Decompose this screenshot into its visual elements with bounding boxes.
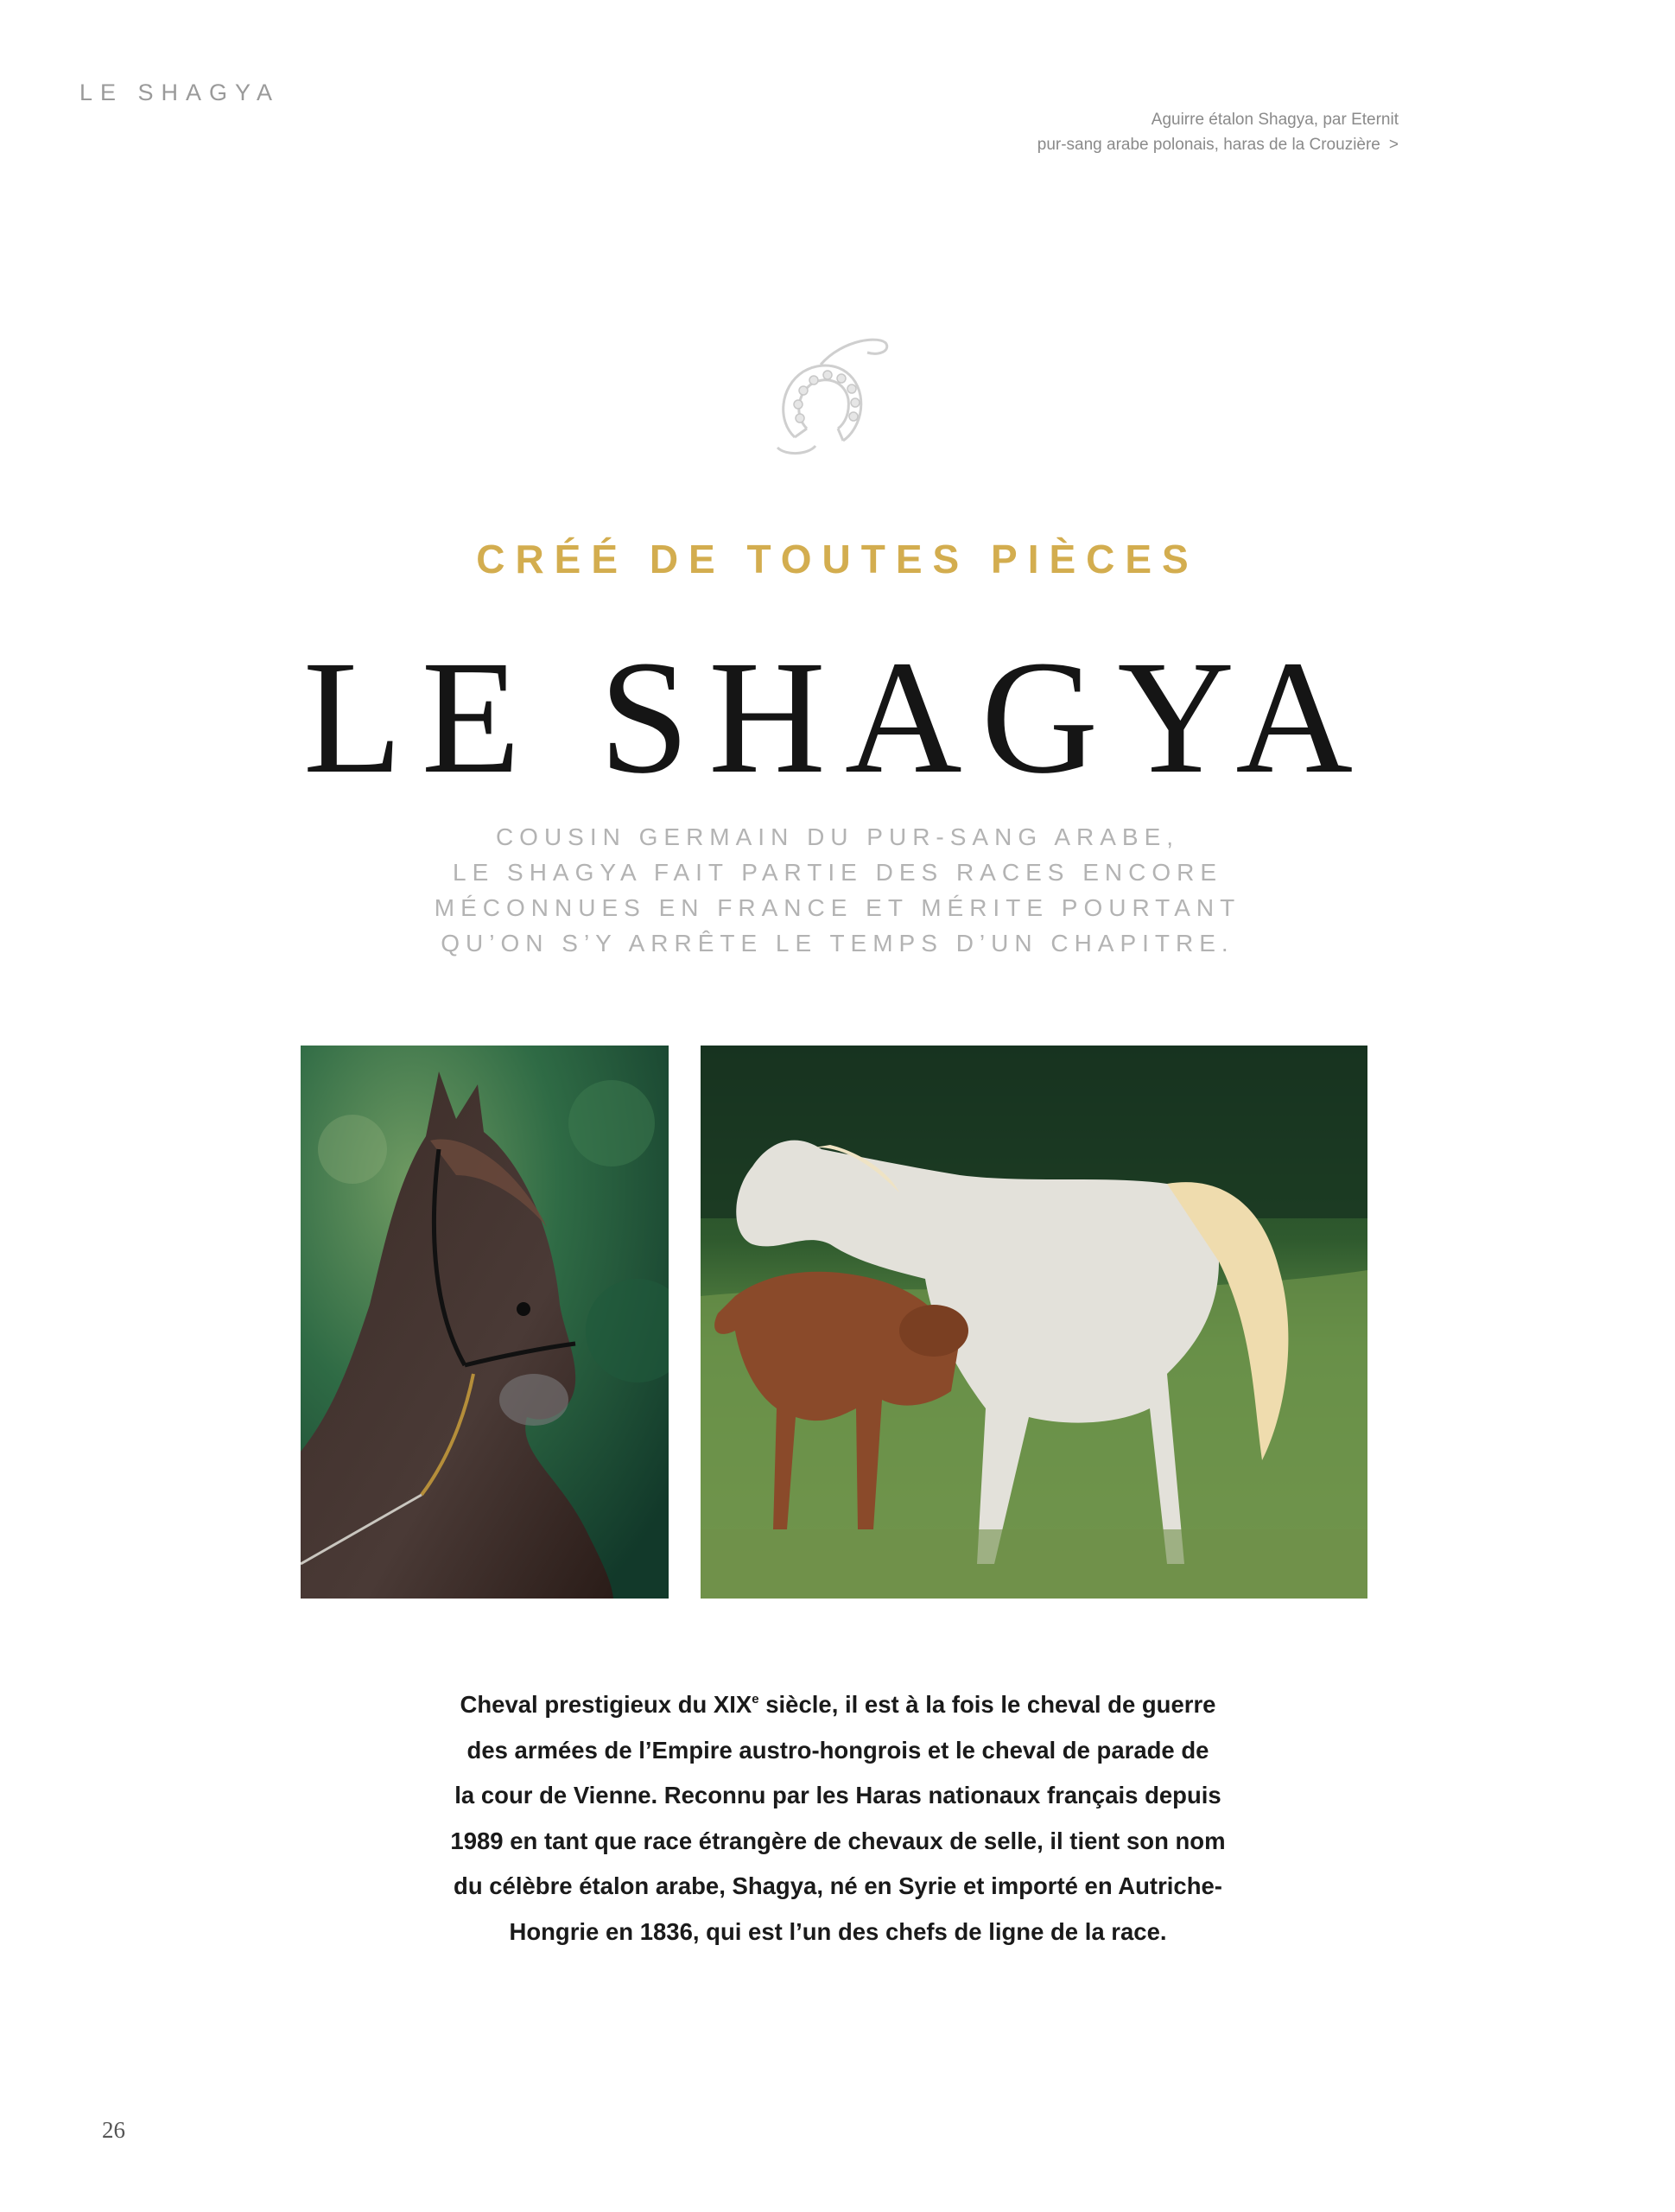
photo-caption [794, 107, 1399, 157]
body-line-1-start: Cheval prestigieux du XIX [460, 1691, 752, 1718]
deck-line: COUSIN GERMAIN DU PUR-SANG ARABE, [495, 823, 1180, 850]
body-line-1-end: siècle, il est à la fois le cheval de guerre [758, 1691, 1216, 1718]
photo-caption-line-1: Aguirre étalon Shagya, par Eternit [1151, 111, 1399, 129]
page-title: LE SHAGYA [302, 626, 1373, 807]
running-title: LE SHAGYA [79, 79, 281, 105]
deck-line: QU’ON S’Y ARRÊTE LE TEMPS D’UN CHAPITRE. [441, 930, 1234, 957]
body-line: la cour de Vienne. Reconnu par les Haras nationaux français depuis [454, 1782, 1221, 1808]
horseshoe-whip-icon [760, 327, 898, 465]
page-number: 26 [102, 2117, 125, 2143]
photo-caption-line-2-text: pur-sang arabe polonais, haras de la Crouzière [1037, 136, 1380, 154]
deck-line: MÉCONNUES EN FRANCE ET MÉRITE POURTANT [434, 894, 1241, 921]
kicker: CRÉÉ DE TOUTES PIÈCES [476, 537, 1199, 582]
body-paragraph [415, 1682, 1261, 1955]
century-superscript: e [752, 1692, 759, 1707]
photo-caption-line-2 [794, 132, 1399, 157]
deck-line: LE SHAGYA FAIT PARTIE DES RACES ENCORE [453, 859, 1222, 886]
deck [0, 819, 1675, 961]
grey-mare-and-foal-photo [701, 1046, 1367, 1599]
dark-horse-portrait-photo [301, 1046, 669, 1599]
body-line: 1989 en tant que race étrangère de chevaux de selle, il tient son nom [450, 1827, 1226, 1854]
body-line [415, 1682, 1261, 1728]
body-line: Hongrie en 1836, qui est l’un des chefs de ligne de la race. [509, 1917, 1167, 1945]
body-line: du célèbre étalon arabe, Shagya, né en Syrie et importé en Autriche- [454, 1872, 1222, 1899]
caption-arrow-icon: > [1388, 136, 1399, 154]
body-line: des armées de l’Empire austro-hongrois et le cheval de parade de [466, 1736, 1209, 1764]
